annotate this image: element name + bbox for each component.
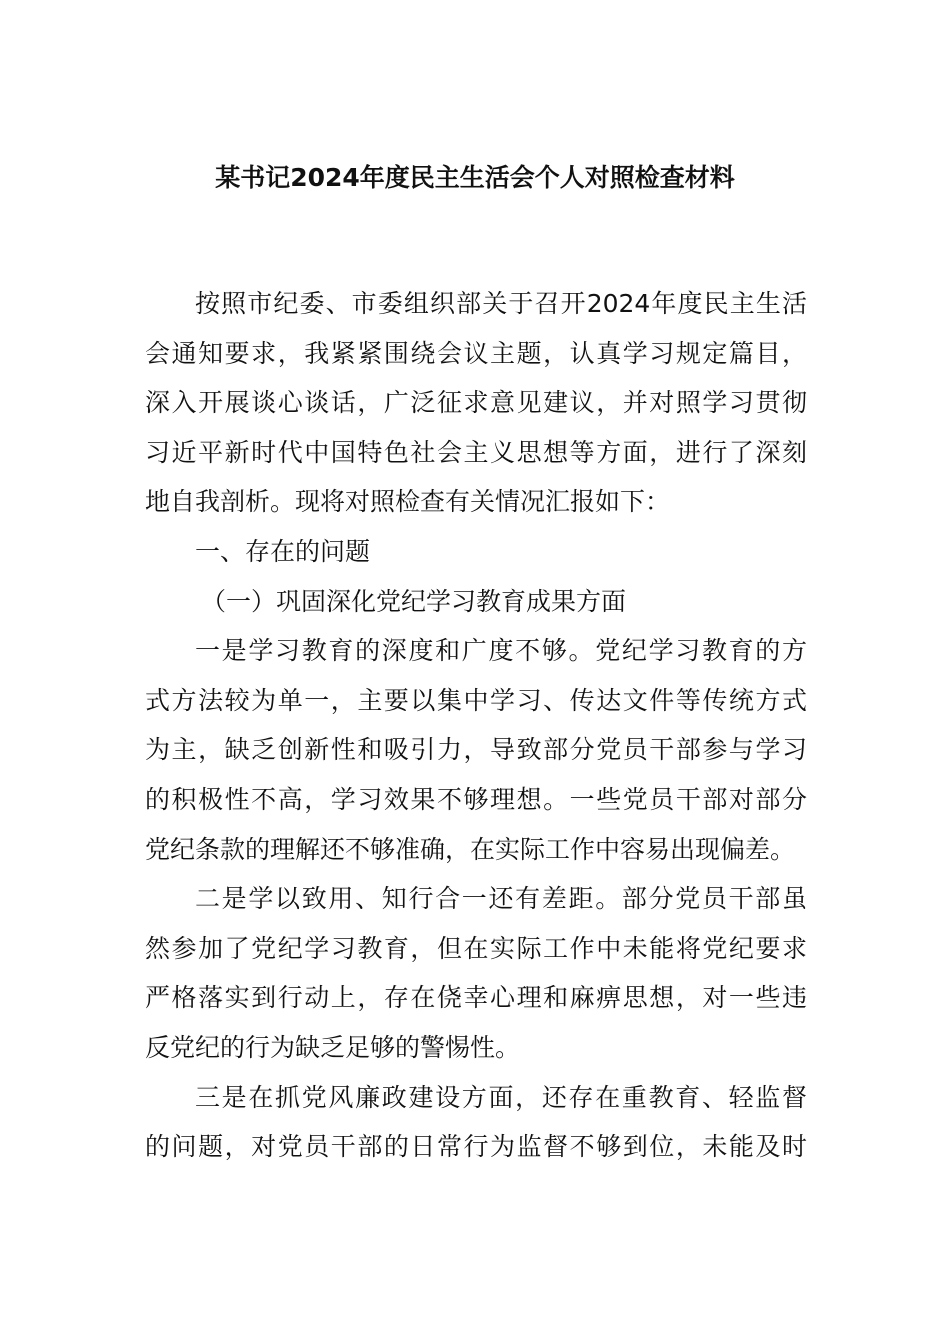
paragraph-line: 的问题，对党员干部的日常行为监督不够到位，未能及时	[145, 1132, 807, 1162]
paragraph-line: 党纪条款的理解还不够准确，在实际工作中容易出现偏差。	[145, 834, 796, 864]
paragraph-line: 一是学习教育的深度和广度不够。党纪学习教育的方	[195, 636, 807, 666]
paragraph-line: 严格落实到行动上，存在侥幸心理和麻痹思想，对一些违	[145, 983, 807, 1013]
paragraph-line: 二是学以致用、知行合一还有差距。部分党员干部虽	[195, 884, 807, 914]
paragraph-line: 习近平新时代中国特色社会主义思想等方面，进行了深刻	[145, 437, 807, 467]
section-heading: 一、存在的问题	[195, 536, 371, 566]
paragraph-line: 式方法较为单一，主要以集中学习、传达文件等传统方式	[145, 685, 807, 715]
paragraph-line: 反党纪的行为缺乏足够的警惕性。	[145, 1032, 521, 1062]
paragraph-line: 会通知要求，我紧紧围绕会议主题，认真学习规定篇目，	[145, 338, 807, 368]
paragraph-line: 深入开展谈心谈话，广泛征求意见建议，并对照学习贯彻	[145, 388, 807, 418]
paragraph-line: 然参加了党纪学习教育，但在实际工作中未能将党纪要求	[145, 933, 807, 963]
paragraph-line: 按照市纪委、市委组织部关于召开2024年度民主生活	[195, 289, 807, 318]
paragraph-line: 的积极性不高，学习效果不够理想。一些党员干部对部分	[145, 784, 807, 814]
paragraph-line: 地自我剖析。现将对照检查有关情况汇报如下：	[145, 487, 671, 517]
subsection-heading: （一）巩固深化党纪学习教育成果方面	[201, 586, 627, 616]
document-body	[145, 279, 807, 1172]
paragraph-line: 三是在抓党风廉政建设方面，还存在重教育、轻监督	[195, 1082, 807, 1112]
document-title: 某书记2024年度民主生活会个人对照检查材料	[215, 163, 735, 192]
paragraph-line: 为主，缺乏创新性和吸引力，导致部分党员干部参与学习	[145, 735, 807, 765]
